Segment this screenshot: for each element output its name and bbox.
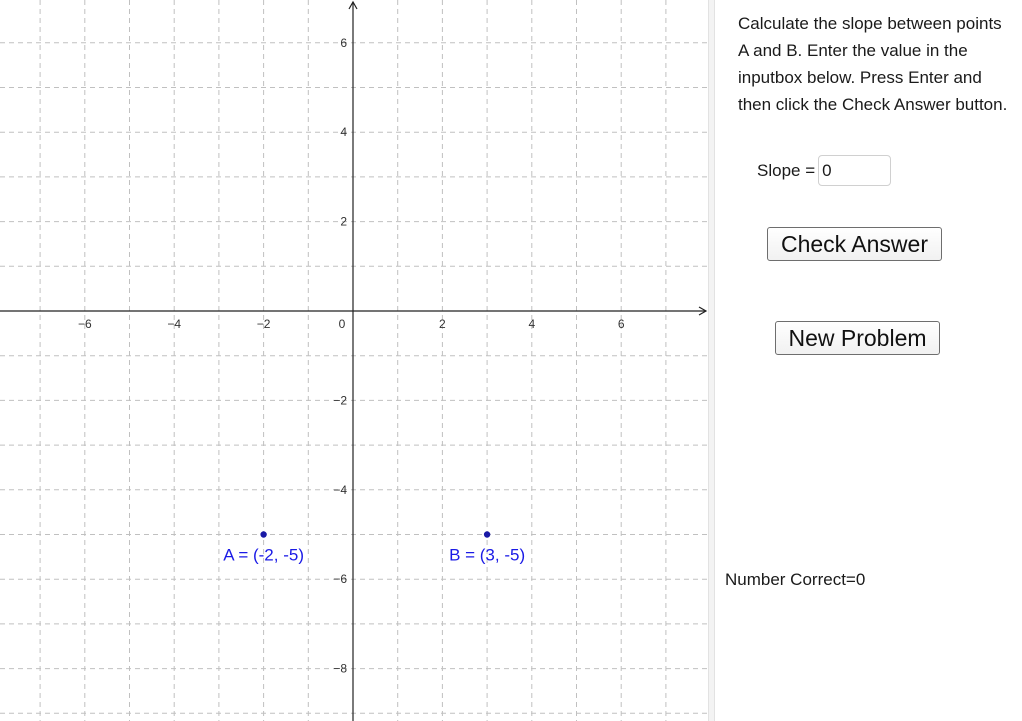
x-tick-label: −6 bbox=[77, 317, 92, 331]
points[interactable] bbox=[223, 531, 525, 564]
y-tick-label: −2 bbox=[333, 393, 347, 408]
y-tick-label: 4 bbox=[340, 125, 347, 140]
new-problem-button[interactable]: New Problem bbox=[775, 321, 940, 355]
point-b-label: B = (3, -5) bbox=[449, 545, 526, 565]
instructions-text: Calculate the slope between points A and B. Enter the value in the inputbox below. Press Enter and then click the Check Answer button. bbox=[738, 14, 1008, 114]
y-tick-label: 6 bbox=[340, 35, 347, 50]
y-tick-label: −6 bbox=[333, 572, 347, 587]
side-panel bbox=[715, 0, 1022, 721]
x-tick-label: −4 bbox=[167, 317, 182, 331]
x-tick-label: 2 bbox=[439, 317, 446, 331]
point-b[interactable] bbox=[484, 531, 490, 537]
slope-row bbox=[757, 155, 891, 186]
check-answer-button[interactable]: Check Answer bbox=[767, 227, 942, 261]
slope-input[interactable] bbox=[818, 155, 891, 186]
axes bbox=[0, 2, 706, 721]
x-tick-label: −2 bbox=[256, 317, 271, 331]
number-correct-text: Number Correct=0 bbox=[725, 570, 866, 589]
point-a-label: A = (-2, -5) bbox=[223, 545, 304, 565]
panel-divider[interactable] bbox=[708, 0, 715, 721]
slope-label: Slope = bbox=[757, 160, 816, 180]
x-tick-label: 6 bbox=[617, 317, 625, 331]
x-tick-label: 0 bbox=[338, 317, 346, 331]
point-a[interactable] bbox=[260, 531, 266, 537]
y-tick-label: −4 bbox=[333, 482, 347, 497]
y-tick-label: 2 bbox=[340, 214, 347, 229]
x-tick-label: 4 bbox=[528, 317, 536, 331]
y-tick-label: −8 bbox=[333, 661, 347, 676]
